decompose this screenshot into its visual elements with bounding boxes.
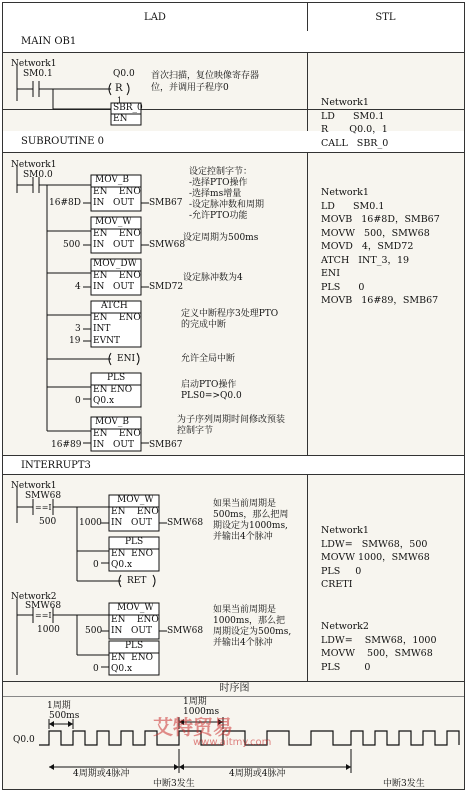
- sub-stl-code: Network1 LD SM0.1 MOVB 16#8D，SMB67 MOVW 500，SMW68 MOVD 4，SMD72 ATCH INT_3，19 ENI PLS 0 MOVB 16#89，SMB67: [321, 187, 440, 306]
- sub-box4-int: 3: [75, 324, 81, 334]
- int-n1-stl-code: Network1 LDW= SMW68，500 MOVW 1000，SMW68 PLS 0 CRETI: [321, 525, 430, 590]
- manual-page: LAD STL MAIN OB1 SUBROUTINE 0 INTERRUPT3 Network1 SM0.1 Q0.0 R 1 SBR_0 EN 首次扫描，复位映像寄存器 位，并调用子程序0 Network1 LD SM0.1 R Q0.0，1 CALL SBR_0 Network1 SM0.0 MOV_B EN ENO IN OUT 16#8D SMB67 MOV_W EN ENO IN OUT 500 SMW68 MOV_DW EN ENO IN OUT 4 SMD72 ATCH EN ENO INT EVNT 3 19 ENI PLS EN ENO Q0.x 0 MOV_B EN ENO IN OUT 16#89 SMB67 设定控制字节： -选择PTO操作 -选择ms增量 -设定脉冲数和周期 -允许PTO功能 设定周期为500ms 设定脉冲数为4 定义中断程序3处理PTO 的完成中断 允许全局中断 启动PTO操作 PLS0=>Q0.0 为子序列周期时间修改预装 控制字节 Network1 LD SM0.1 MOVB 16#8D，SMB67 MOVW 500，SMW68 MOVD 4，SMD72 ATCH INT_3，19 ENI PLS 0 MOVB 16#89，SMB67 Network1 SMW68 ==I 500 MOV_W EN ENO IN OUT 1000 SMW68 PLS EN ENO Q0.x 0 RET 如果当前周期是 500ms，那么把周 期设定为1000ms, 并输出4个脉冲 Network1 LDW= SMW68，500 MOVW 1000，SMW68 PLS 0 CRETI Network2 SMW68 ==I 1000 MOV_W EN ENO IN OUT 500 SMW68 PLS EN ENO Q0.x 0 如果当前周期是 1000ms，那么把 周期设定为500ms, 并输出4个脉冲 Network2 LDW= SMW68，1000 MOVW 500，SMW68 PLS 0 时序图 1周期 500ms 1周期 1000ms Q0.0 4周期或4脉冲 4周期或4脉冲 中断3发生 中断3发生 艾特贸易 www.aitmy.com: [2, 2, 465, 790]
- int-n2-cmp: ==I: [35, 611, 52, 620]
- main-comment-2: 位，并调用子程序0: [151, 83, 229, 93]
- sub-box2-name: MOV_W: [95, 217, 132, 227]
- sub-comment: 启动PTO操作 PLS0=>Q0.0: [181, 380, 242, 401]
- sub-comment: 设定脉冲数为4: [183, 273, 243, 283]
- main-box-name: SBR_0: [113, 103, 143, 113]
- int-n2-contact: SMW68: [25, 601, 62, 611]
- main-coil-n: 1: [117, 96, 123, 105]
- sub-comment: 设定周期为500ms: [183, 233, 259, 243]
- sub-comment: 定义中断程序3处理PTO 的完成中断: [181, 309, 279, 330]
- timing-period1-label: 1周期: [47, 701, 71, 711]
- sub-box1-name: MOV_B: [95, 175, 130, 185]
- sub-box4-name: ATCH: [101, 301, 128, 311]
- timing-period1-value: 500ms: [49, 711, 80, 721]
- sub-box5-in: 0: [75, 396, 81, 406]
- sub-eni-coil: ENI: [117, 354, 135, 364]
- int-n1-mov-out: SMW68: [167, 518, 204, 528]
- int-n2-mov-in: 500: [85, 626, 103, 636]
- sub-box6-name: MOV_B: [95, 417, 130, 427]
- int-n2-mov-out: SMW68: [167, 626, 204, 636]
- int-n1-mov-in: 1000: [79, 518, 102, 528]
- sub-box2-in: 500: [63, 240, 81, 250]
- watermark-url: www.aitmy.com: [193, 737, 272, 748]
- int-n1-pls-out: Q0.x: [111, 560, 133, 570]
- int-n1-ret-coil: RET: [127, 576, 147, 586]
- sub-network-label: Network1: [11, 160, 57, 170]
- int-n1-val: 500: [39, 517, 57, 527]
- main-box-en: EN: [113, 114, 128, 124]
- timing-signal-label: Q0.0: [13, 735, 35, 745]
- sub-box4-evnt: 19: [69, 336, 81, 346]
- sub-box5-name: PLS: [107, 373, 126, 383]
- int-n2-val: 1000: [37, 625, 60, 635]
- int-n2-comment: 如果当前周期是 1000ms，那么把 周期设定为500ms, 并输出4个脉冲: [213, 605, 292, 648]
- sub-comment: 允许全局中断: [181, 354, 236, 364]
- int-n2-network: Network2: [11, 592, 57, 602]
- timing-title: 时序图: [219, 683, 250, 694]
- sub-box1-out: SMB67: [149, 198, 183, 208]
- sub-box3-name: MOV_DW: [93, 259, 137, 269]
- timing-period2-label: 1周期: [183, 697, 207, 707]
- timing-seg2-label: 4周期或4脉冲: [229, 769, 286, 779]
- sub-box1-in: 16#8D: [49, 198, 81, 208]
- main-coil-op: R: [115, 83, 123, 94]
- timing-seg1-label: 4周期或4脉冲: [73, 769, 130, 779]
- sub-box6-out: SMB67: [149, 440, 183, 450]
- sub-box3-in: 4: [75, 282, 81, 292]
- watermark-logo: 艾特贸易: [153, 715, 233, 739]
- sub-box6-in: 16#89: [51, 440, 82, 450]
- int-n1-network: Network1: [11, 481, 57, 491]
- timing-irq1-label: 中断3发生: [153, 779, 195, 789]
- int-n2-stl-code: Network2 LDW= SMW68，1000 MOVW 500，SMW68 PLS 0: [321, 621, 437, 673]
- main-comment-1: 首次扫描，复位映像寄存器: [151, 71, 260, 81]
- lad-header: LAD: [3, 3, 308, 31]
- main-title: MAIN OB1: [3, 31, 464, 53]
- sub-box2-out: SMW68: [149, 240, 186, 250]
- int-n1-contact: SMW68: [25, 491, 62, 501]
- main-contact-label: SM0.1: [23, 69, 53, 79]
- main-coil-label: Q0.0: [113, 69, 135, 79]
- int-n1-comment: 如果当前周期是 500ms，那么把周 期设定为1000ms, 并输出4个脉冲: [213, 499, 289, 542]
- int-title: INTERRUPT3: [3, 455, 464, 475]
- main-network-label: Network1: [11, 59, 57, 69]
- sub-box3-out: SMD72: [149, 282, 184, 292]
- sub-box5-out: Q0.x: [93, 396, 115, 406]
- int-n1-pls-in: 0: [93, 560, 99, 570]
- main-stl-code: Network1 LD SM0.1 R Q0.0，1 CALL SBR_0: [321, 97, 389, 149]
- sub-contact-label: SM0.0: [23, 170, 53, 180]
- int-n1-cmp: ==I: [35, 503, 52, 512]
- sub-title: SUBROUTINE 0: [3, 131, 464, 153]
- int-n2-pls-in: 0: [93, 664, 99, 674]
- sub-comment: 为子序列周期时间修改预装 控制字节: [177, 415, 286, 436]
- timing-irq2-label: 中断3发生: [383, 779, 425, 789]
- timing-period2-value: 1000ms: [183, 707, 220, 717]
- int-n2-pls-out: Q0.x: [111, 664, 133, 674]
- sub-comment: 设定控制字节： -选择PTO操作 -选择ms增量 -设定脉冲数和周期 -允许PTO功能: [189, 167, 265, 221]
- stl-header: STL: [375, 11, 396, 23]
